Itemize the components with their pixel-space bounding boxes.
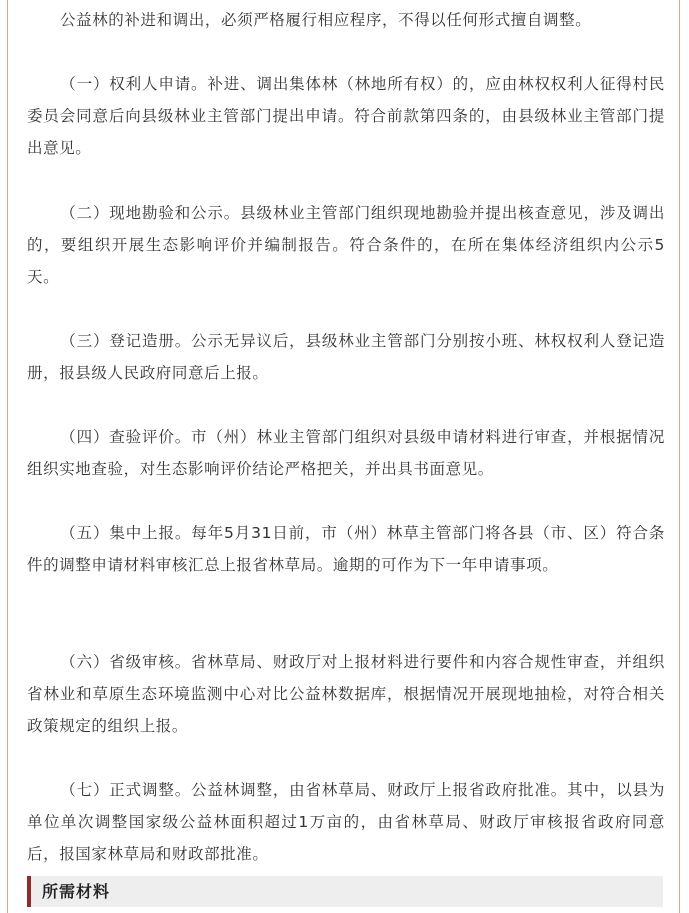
section-header-required-materials <box>27 876 663 907</box>
step-3-paragraph: （三）登记造册。公示无异议后，县级林业主管部门分别按小班、林权权利人登记造册，报县级人民政府同意后上报。 <box>27 332 665 382</box>
step-2-paragraph: （二）现地勘验和公示。县级林业主管部门组织现地勘验并提出核查意见，涉及调出的，要组织开展生态影响评价并编制报告。符合条件的，在所在集体经济组织内公示5天。 <box>27 204 665 286</box>
intro-paragraph: 公益林的补进和调出，必须严格履行相应程序，不得以任何形式擅自调整。 <box>60 11 592 29</box>
section-title: 所需材料 <box>42 882 111 901</box>
step-5-paragraph: （五）集中上报。每年5月31日前，市（州）林草主管部门将各县（市、区）符合条件的调整申请材料审核汇总上报省林草局。逾期的可作为下一年申请事项。 <box>27 524 665 574</box>
step-7-paragraph: （七）正式调整。公益林调整，由省林草局、财政厅上报省政府批准。其中，以县为单位单次调整国家级公益林面积超过1万亩的，由省林草局、财政厅审核报省政府同意后，报国家林草局和财政部批准。 <box>27 781 665 863</box>
step-6-paragraph: （六）省级审核。省林草局、财政厅对上报材料进行要件和内容合规性审查，并组织省林业和草原生态环境监测中心对比公益林数据库，根据情况开展现地抽检，对符合相关政策规定的组织上报。 <box>27 653 665 735</box>
step-4-paragraph: （四）查验评价。市（州）林业主管部门组织对县级申请材料进行审查，并根据情况组织实地查验，对生态影响评价结论严格把关，并出具书面意见。 <box>27 428 665 478</box>
step-1-paragraph: （一）权利人申请。补进、调出集体林（林地所有权）的，应由林权权利人征得村民委员会同意后向县级林业主管部门提出申请。符合前款第四条的，由县级林业主管部门提出意见。 <box>27 75 665 157</box>
